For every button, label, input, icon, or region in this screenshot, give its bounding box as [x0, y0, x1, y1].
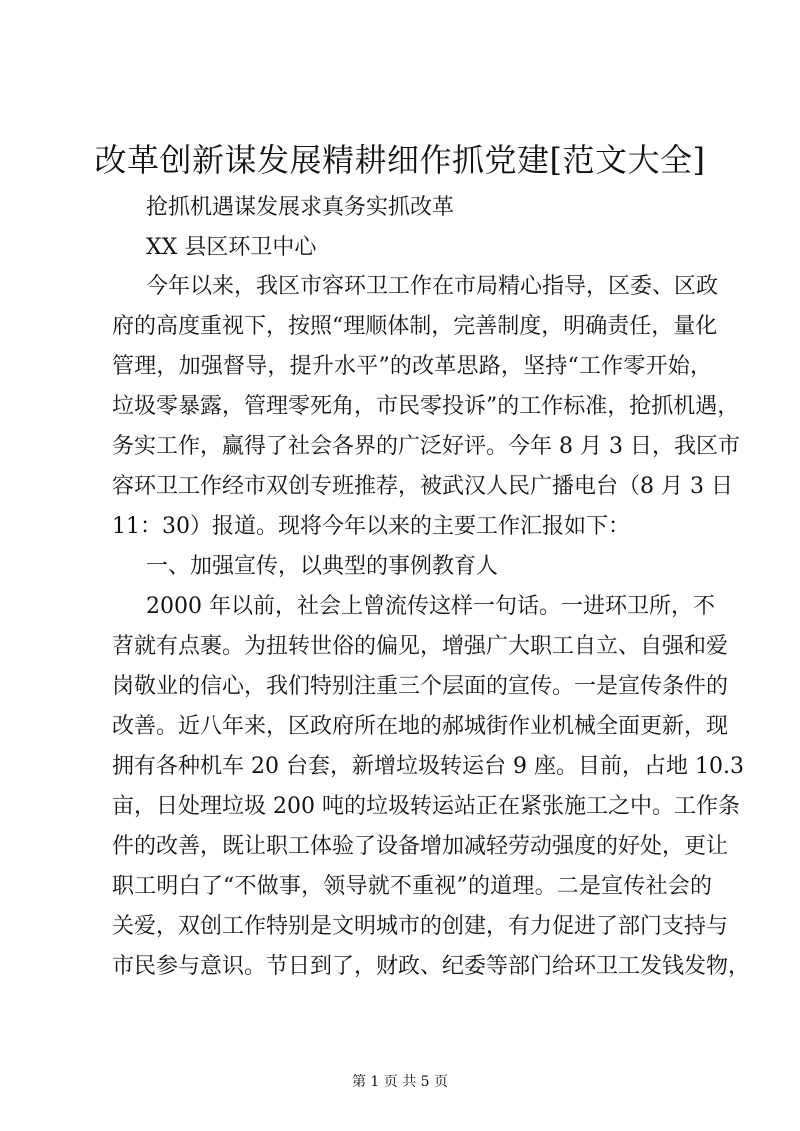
body-line: 市民参与意识。节日到了，财政、纪委等部门给环卫工发钱发物，: [112, 954, 751, 979]
body-line: 拥有各种机车 20 台套，新增垃圾转运台 9 座。目前，占地 10.3: [112, 754, 744, 779]
document-title: 改革创新谋发展精耕细作抓党建[范文大全]: [94, 141, 706, 179]
body-line: 亩，日处理垃圾 200 吨的垃圾转运站正在紧张施工之中。工作条: [112, 794, 740, 819]
page-number: 第 1 页 共 5 页: [351, 1074, 449, 1090]
body-line: 苕就有点裹。为扭转世俗的偏见，增强广大职工自立、自强和爱: [112, 634, 729, 659]
body-line: 2000 年以前，社会上曾流传这样一句话。一进环卫所，不: [146, 594, 715, 619]
section-heading: 一、加强宣传，以典型的事例教育人: [146, 554, 499, 579]
document-subtitle: 抢抓机遇谋发展求真务实抓改革: [146, 195, 455, 220]
body-line: 管理，加强督导，提升水平”的改革思路，坚持“工作零开始，: [112, 354, 712, 379]
body-line: 职工明白了“不做事，领导就不重视”的道理。二是宣传社会的: [112, 874, 712, 899]
body-line: 府的高度重视下，按照“理顺体制，完善制度，明确责任，量化: [112, 314, 718, 339]
body-line: 11：30）报道。现将今年以来的主要工作汇报如下：: [112, 514, 630, 539]
body-line: 改善。近八年来，区政府所在地的郝城街作业机械全面更新，现: [112, 714, 729, 739]
document-org: XX 县区环卫中心: [146, 235, 317, 260]
body-line: 容环卫工作经市双创专班推荐，被武汉人民广播电台（8 月 3 日: [112, 474, 733, 499]
body-line: 务实工作，赢得了社会各界的广泛好评。今年 8 月 3 日，我区市: [112, 434, 740, 459]
body-line: 垃圾零暴露，管理零死角，市民零投诉”的工作标准，抢抓机遇，: [112, 394, 740, 419]
body-line: 关爱，双创工作特别是文明城市的创建，有力促进了部门支持与: [112, 914, 729, 939]
body-line: 件的改善，既让职工体验了设备增加减轻劳动强度的好处，更让: [112, 834, 729, 859]
body-line: 今年以来，我区市容环卫工作在市局精心指导，区委、区政: [146, 274, 719, 299]
body-line: 岗敬业的信心，我们特别注重三个层面的宣传。一是宣传条件的: [112, 674, 729, 699]
